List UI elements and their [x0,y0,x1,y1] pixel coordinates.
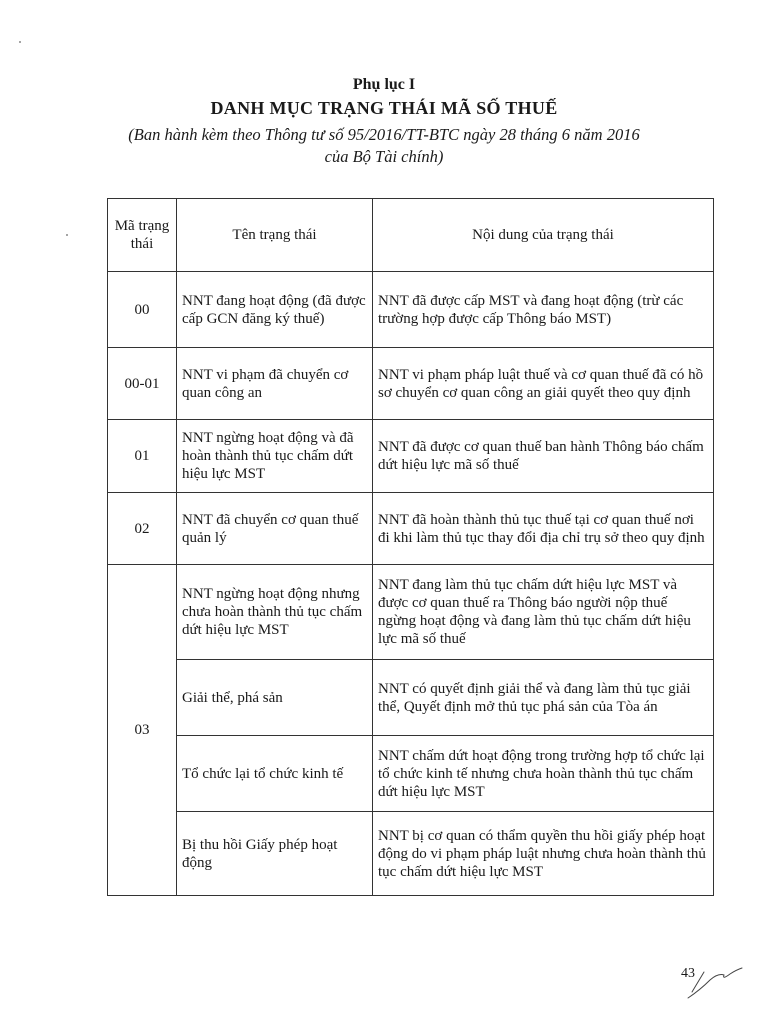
status-content: NNT đã hoàn thành thủ tục thuế tại cơ quan thuế nơi đi khi làm thủ tục thay đổi địa chỉ trụ sở theo quy định [373,493,714,565]
table-row [108,272,714,348]
status-code: 00 [108,272,177,348]
status-content: NNT bị cơ quan có thẩm quyền thu hồi giấy phép hoạt động do vi phạm pháp luật nhưng chưa hoàn thành thủ tục chấm dứt hiệu lực MST [373,812,714,896]
subtitle-line-1: (Ban hành kèm theo Thông tư số 95/2016/TT-BTC ngày 28 tháng 6 năm 2016 [128,125,640,144]
scan-speck [66,234,68,236]
status-name: Tổ chức lại tổ chức kinh tế [177,736,373,812]
status-name: NNT đã chuyển cơ quan thuế quản lý [177,493,373,565]
table-row [108,420,714,493]
table-row [108,736,714,812]
column-header-code: Mã trạng thái [108,199,177,272]
scan-speck [19,41,21,43]
status-content: NNT đã được cơ quan thuế ban hành Thông báo chấm dứt hiệu lực mã số thuế [373,420,714,493]
column-header-content: Nội dung của trạng thái [373,199,714,272]
status-content: NNT vi phạm pháp luật thuế và cơ quan thuế đã có hồ sơ chuyển cơ quan công an giải quyết theo quy định [373,348,714,420]
status-code: 01 [108,420,177,493]
appendix-label: Phụ lục I [352,76,416,93]
table-row [108,493,714,565]
signature-mark [676,960,746,1006]
subtitle-line-2: của Bộ Tài chính) [324,147,444,166]
status-name: NNT vi phạm đã chuyển cơ quan công an [177,348,373,420]
status-code: 02 [108,493,177,565]
status-content: NNT đang làm thủ tục chấm dứt hiệu lực MST và được cơ quan thuế ra Thông báo người nộp thuế ngừng hoạt động và đang làm thủ tục chấm dứt hiệu lực mã số thuế [373,565,714,660]
status-name: Bị thu hồi Giấy phép hoạt động [177,812,373,896]
status-code: 00-01 [108,348,177,420]
table-header-row [108,199,714,272]
status-name: NNT ngừng hoạt động và đã hoàn thành thủ tục chấm dứt hiệu lực MST [177,420,373,493]
table-row [108,660,714,736]
document-subtitle [0,124,768,168]
status-name: Giải thể, phá sản [177,660,373,736]
status-content: NNT đã được cấp MST và đang hoạt động (trừ các trường hợp được cấp Thông báo MST) [373,272,714,348]
document-title: DANH MỤC TRẠNG THÁI MÃ SỐ THUẾ [210,98,558,118]
table-row [108,565,714,660]
status-code: 03 [108,565,177,896]
status-table [107,198,714,896]
status-name: NNT ngừng hoạt động nhưng chưa hoàn thành thủ tục chấm dứt hiệu lực MST [177,565,373,660]
table-row [108,348,714,420]
table-row [108,812,714,896]
column-header-name: Tên trạng thái [177,199,373,272]
status-content: NNT chấm dứt hoạt động trong trường hợp tổ chức lại tổ chức kinh tế nhưng chưa hoàn thành thủ tục chấm dứt hiệu lực MST [373,736,714,812]
page-number: 43 [681,966,695,981]
status-content: NNT có quyết định giải thể và đang làm thủ tục giải thể, Quyết định mở thủ tục phá sản của Tòa án [373,660,714,736]
status-name: NNT đang hoạt động (đã được cấp GCN đăng ký thuế) [177,272,373,348]
